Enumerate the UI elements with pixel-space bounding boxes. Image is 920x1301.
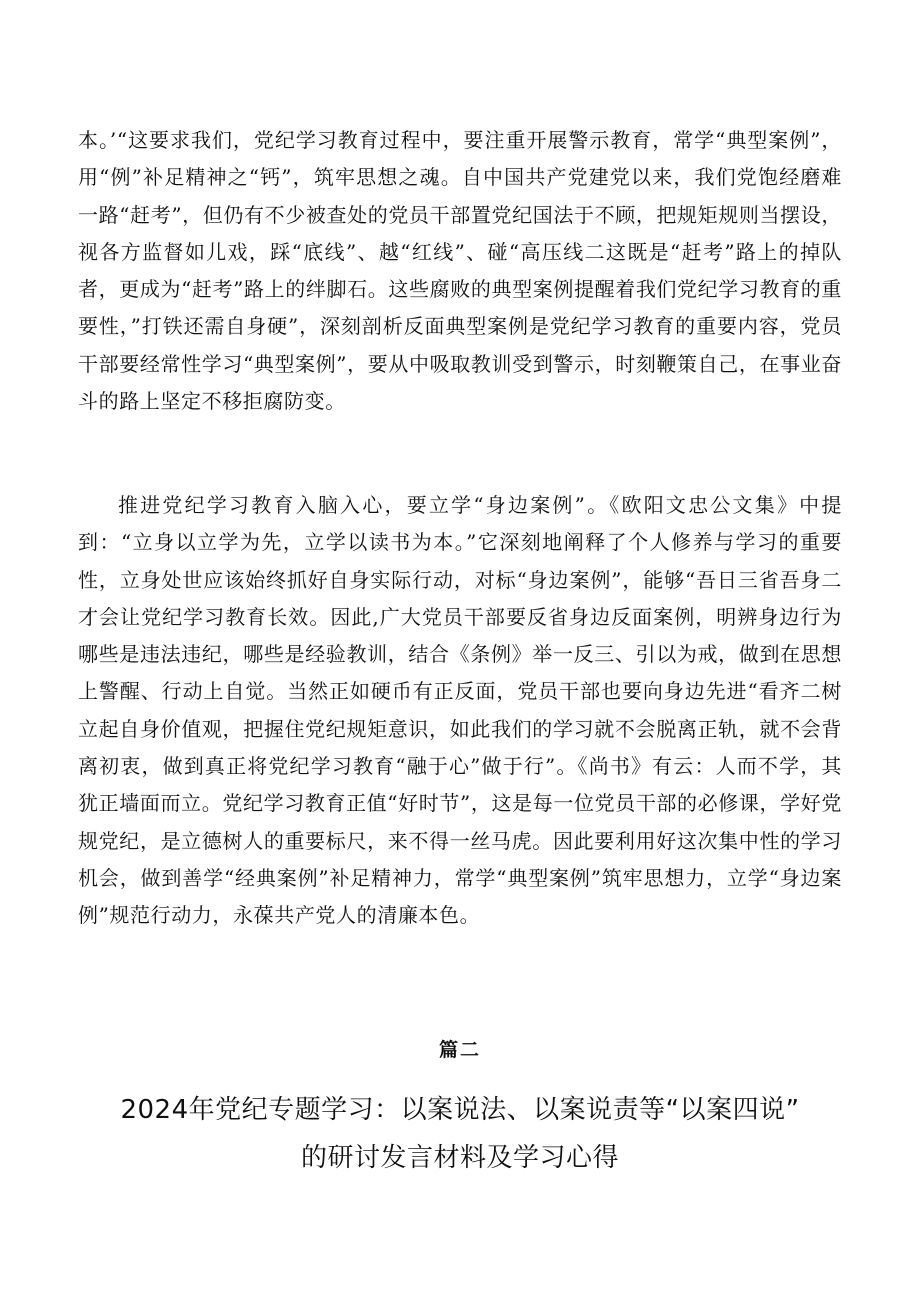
body-paragraph-1: 本。’“这要求我们，党纪学习教育过程中，要注重开展警示教育，常学“典型案例”，用“例”补足精神之“钙”，筑牢思想之魂。自中国共产党建党以来，我们党饱经磨难一路“赶考”，但仍有不少被查处的党员干部置党纪国法于不顾，把规矩规则当摆设，视各方监督如儿戏，踩“底线”、越“红线”、碰“高压线二这既是“赶考”路上的掉队者，更成为“赶考”路上的绊脚石。这些腐败的典型案例提醒着我们党纪学习教育的重要性，”打铁还需自身硬”，深刻剖析反面典型案例是党纪学习教育的重要内容，党员干部要经常性学习“典型案例”，要从中吸取教训受到警示，时刻鞭策自己，在事业奋斗的路上坚定不移拒腐防变。 — [78, 128, 842, 414]
body-paragraph-2: 推进党纪学习教育入脑入心，要立学“身边案例”。《欧阳文忠公文集》中提到：“立身以立学为先，立学以读书为本。”它深刻地阐释了个人修养与学习的重要性，立身处世应该始终抓好自身实际行动，对标“身边案例”，能够“吾日三省吾身二才会让党纪学习教育长效。因此,广大党员干部要反省身边反面案例，明辨身边行为哪些是违法违纪，哪些是经验教训，结合《条例》举一反三、引以为戒，做到在思想上警醒、行动上自觉。当然正如硬币有正反面，党员干部也要向身边先进“看齐二树立起自身价值观，把握住党纪规矩意识，如此我们的学习就不会脱离正轨，就不会背离初衷，做到真正将党纪学习教育“融于心”做于行”。《尚书》有云：人而不学，其犹正墙面而立。党纪学习教育正值“好时节”，这是每一位党员干部的必修课，学好党规党纪，是立德树人的重要标尺，来不得一丝马虎。因此要利用好这次集中性的学习机会，做到善学“经典案例”补足精神力，常学“典型案例”筑牢思想力，立学“身边案例”规范行动力，永葆共产党人的清廉本色。 — [78, 493, 842, 928]
section-title-line-1: 2024年党纪专题学习：以案说法、以案说责等“以案四说” — [120, 1095, 800, 1125]
section-title-line-2: 的研讨发言材料及学习心得 — [300, 1143, 619, 1173]
section-label: 篇二 — [438, 1039, 481, 1061]
section-title — [60, 1086, 860, 1182]
